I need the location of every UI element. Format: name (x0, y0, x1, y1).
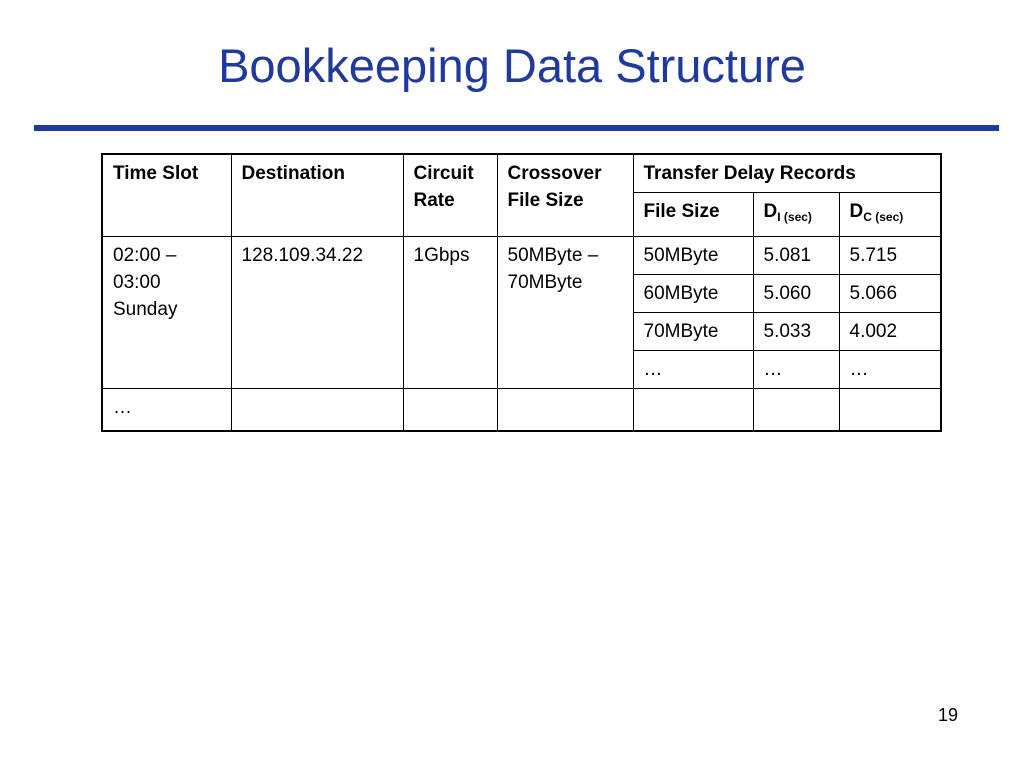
title-divider (34, 125, 999, 131)
table-row (102, 237, 941, 275)
header-crossover-file-size: Crossover File Size (497, 154, 633, 237)
header-di-sec (753, 193, 839, 237)
header-file-size: File Size (633, 193, 753, 237)
cell-circuit-rate: 1Gbps (403, 237, 497, 389)
cell-record-file-size: 60MByte (633, 275, 753, 313)
header-dc-subscript: C (sec) (863, 210, 904, 224)
cell-record-file-size: 50MByte (633, 237, 753, 275)
cell-empty (839, 389, 941, 431)
cell-record-file-size: 70MByte (633, 313, 753, 351)
header-circuit-rate: Circuit Rate (403, 154, 497, 237)
cell-record-di: 5.081 (753, 237, 839, 275)
header-dc-base: D (849, 201, 864, 222)
cell-record-di: … (753, 351, 839, 389)
header-time-slot: Time Slot (102, 154, 231, 237)
header-di-base: D (763, 201, 778, 222)
cell-record-dc: 4.002 (839, 313, 941, 351)
cell-record-di: 5.033 (753, 313, 839, 351)
cell-record-file-size: … (633, 351, 753, 389)
page-number: 19 (937, 705, 959, 725)
cell-empty (633, 389, 753, 431)
cell-crossover-file-size: 50MByte – 70MByte (497, 237, 633, 389)
cell-empty (497, 389, 633, 431)
cell-record-di: 5.060 (753, 275, 839, 313)
slide-title: Bookkeeping Data Structure (218, 39, 806, 92)
cell-destination: 128.109.34.22 (231, 237, 403, 389)
cell-continuation: … (102, 389, 231, 431)
header-transfer-delay-records: Transfer Delay Records (633, 154, 941, 193)
bookkeeping-table (101, 153, 942, 432)
cell-empty (231, 389, 403, 431)
cell-empty (753, 389, 839, 431)
cell-record-dc: 5.715 (839, 237, 941, 275)
table-header-row (102, 154, 941, 193)
header-di-subscript: I (sec) (777, 210, 812, 224)
cell-record-dc: … (839, 351, 941, 389)
header-destination: Destination (231, 154, 403, 237)
cell-empty (403, 389, 497, 431)
table-row (102, 389, 941, 431)
cell-record-dc: 5.066 (839, 275, 941, 313)
header-dc-sec (839, 193, 941, 237)
cell-time-slot: 02:00 – 03:00 Sunday (102, 237, 231, 389)
